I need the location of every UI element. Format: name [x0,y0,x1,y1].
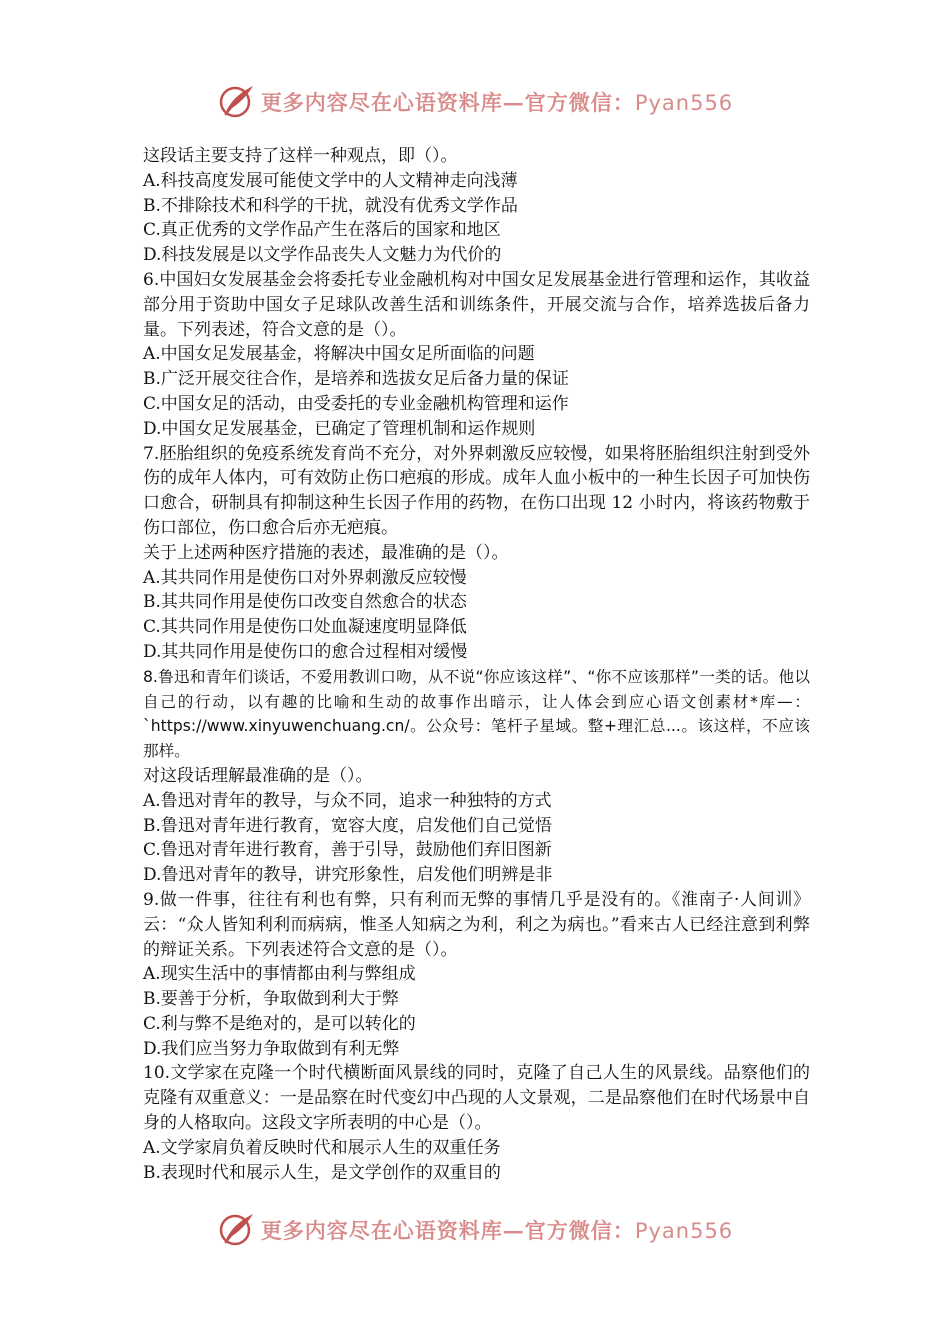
q6-option-d: D.中国女足发展基金，已确定了管理机制和运作规则 [143,418,536,439]
q10-option-b: B.表现时代和展示人生，是文学创作的双重目的 [143,1162,501,1183]
q10-passage: 10.文学家在克隆一个时代横断面风景线的同时，克隆了自己人生的风景线。品察他们的克隆有双重意义：一是品察在时代变幻中凸现的人文景观，二是品察他们在时代场景中自身的人格取向。这段文字所表明的中心是（）。 [143,1063,810,1134]
q5-stem: 这段话主要支持了这样一种观点，即（）。 [143,146,458,166]
q5-option-a: A.科技高度发展可能使文学中的人文精神走向浅薄 [143,170,518,191]
q7-passage: 7.胚胎组织的免疫系统发育尚不充分，对外界刺激反应较慢，如果将胚胎组织注射到受外伤的成年人体内，可有效防止伤口疤痕的形成。成年人血小板中的一种生长因子可加快伤口愈合，研制具有抑制这种生长因子作用的药物，在伤口出现 12 小时内，将该药物敷于伤口部位，伤口愈合后亦无疤痕。 [143,443,810,538]
q5-option-d: D.科技发展是以文学作品丧失人文魅力为代价的 [143,245,502,266]
footer-banner [0,1208,950,1252]
q6-passage: 6.中国妇女发展基金会将委托专业金融机构对中国女足发展基金进行管理和运作，其收益部分用于资助中国女子足球队改善生活和训练条件，开展交流与合作，培养选拔后备力量。下列表述，符合文意的是（）。 [143,269,810,340]
q9-option-a: A.现实生活中的事情都由利与弊组成 [143,964,416,985]
q9-passage: 9.做一件事，往往有利也有弊，只有利而无弊的事情几乎是没有的。《淮南子·人间训》云：“众人皆知利利而病病，惟圣人知病之为利，利之为病也。”看来古人已经注意到利弊的辩证关系。下列表述符合文意的是（）。 [143,889,810,960]
q7-option-b: B.其共同作用是使伤口改变自然愈合的状态 [143,592,467,613]
footer-wechat-id: Pyan556 [634,1219,734,1243]
q8-stem: 对这段话理解最准确的是（）。 [143,765,373,786]
q6-option-b: B.广泛开展交往合作，是培养和选拔女足后备力量的保证 [143,369,569,390]
q8-option-b: B.鲁迅对青年进行教育，宽容大度，启发他们自己觉悟 [143,815,552,836]
q9-option-c: C.利与弊不是绝对的，是可以转化的 [143,1013,416,1034]
q8-option-c: C.鲁迅对青年进行教育，善于引导，鼓励他们弃旧图新 [143,840,552,861]
q9-option-d: D.我们应当努力争取做到有利无弊 [143,1038,400,1059]
footer-banner-text [261,1215,733,1245]
header-banner [0,80,950,124]
q6-option-a: A.中国女足发展基金，将解决中国女足所面临的问题 [143,344,535,365]
q7-option-d: D.其共同作用是使伤口的愈合过程相对缓慢 [143,641,468,662]
q8-option-a: A.鲁迅对青年的教导，与众不同，追求一种独特的方式 [143,790,552,811]
header-banner-text [261,87,733,117]
q8-passage: 8.鲁迅和青年们谈话，不爱用教训口吻，从不说“你应该这样”、“你不应该那样”一类的话。他以自己的行动，以有趣的比喻和生动的故事作出暗示，让人体会到应心语文创素材*库—：`https://www.xinyuwenchuang.cn/。公众号：笔杆子星域。整+理汇总...。该这样，不应该那样。 [143,667,810,761]
footer-banner-label: 更多内容尽在心语资料库—官方微信： [260,1218,635,1243]
q9-option-b: B.要善于分析，争取做到利大于弊 [143,989,399,1010]
q5-option-c: C.真正优秀的文学作品产生在落后的国家和地区 [143,220,501,241]
q6-option-c: C.中国女足的活动，由受委托的专业金融机构管理和运作 [143,393,569,414]
q7-stem: 关于上述两种医疗措施的表述，最准确的是（）。 [143,542,509,563]
header-wechat-id: Pyan556 [634,91,734,115]
q8-option-d: D.鲁迅对青年的教导，讲究形象性，启发他们明辨是非 [143,865,553,886]
q7-option-a: A.其共同作用是使伤口对外界刺激反应较慢 [143,567,467,588]
document-body [143,144,810,1185]
q7-option-c: C.其共同作用是使伤口处血凝速度明显降低 [143,617,467,638]
q10-option-a: A.文学家肩负着反映时代和展示人生的双重任务 [143,1137,501,1158]
quill-logo-icon [217,82,257,122]
header-banner-label: 更多内容尽在心语资料库—官方微信： [260,90,635,115]
q5-option-b: B.不排除技术和科学的干扰，就没有优秀文学作品 [143,195,518,216]
quill-logo-icon [217,1210,257,1250]
